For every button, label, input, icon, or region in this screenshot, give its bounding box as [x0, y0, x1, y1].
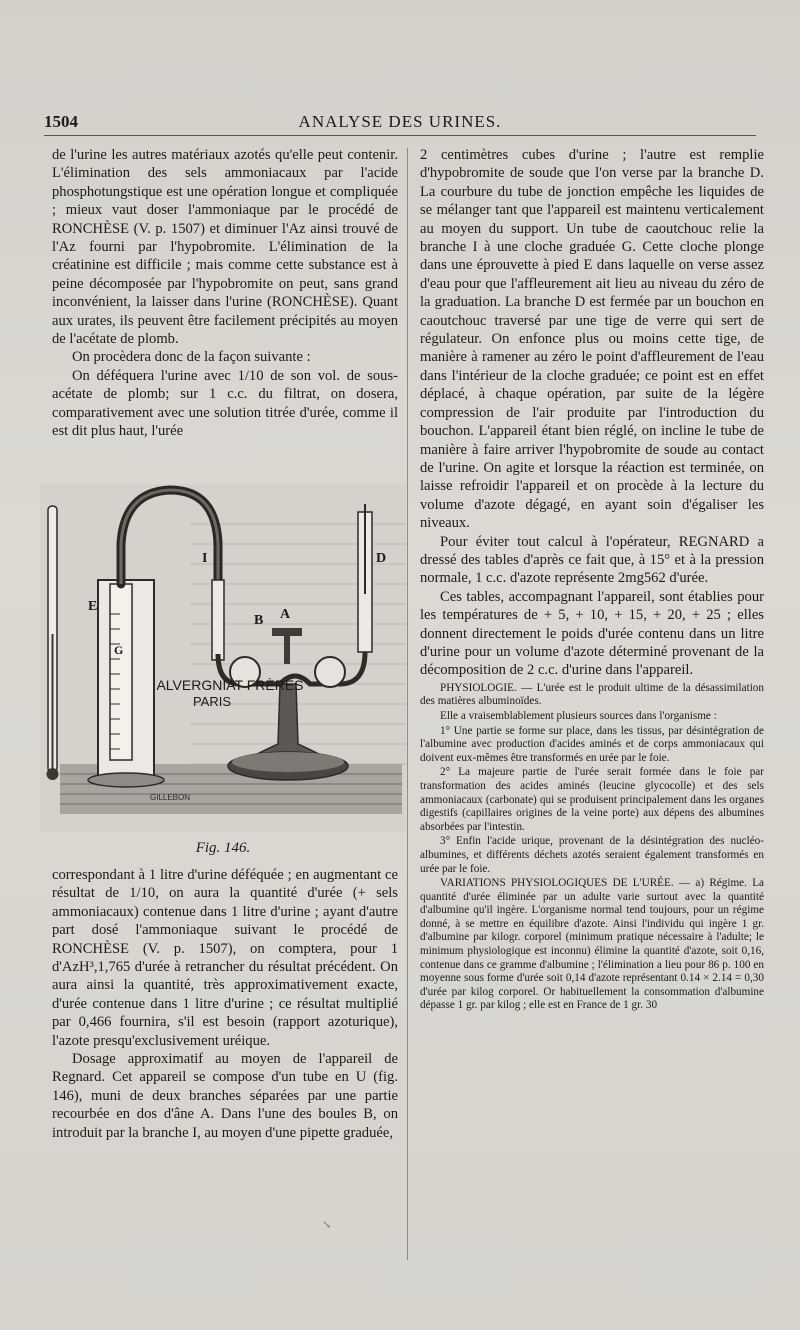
small-paragraph: 3° Enfin l'acide urique, provenant de la désintégration des nucléo-albumines, et différents déchets azotés seraient également transformés en urée par le foie. — [420, 835, 764, 875]
paragraph: On déféquera l'urine avec 1/10 de son vol. de sous-acétate de plomb; sur 1 c.c. du filtrat, on dosera, comparativement avec une solution titrée d'urée, comme il est dit plus haut, l'urée — [52, 367, 398, 440]
small-paragraph: Elle a vraisemblablement plusieurs sources dans l'organisme : — [440, 709, 717, 722]
paragraph: 2 centimètres cubes d'urine ; l'autre est remplie d'hypobromite de soude que l'on verse par la branche D. La courbure du tube de jonction empêche les liquides de se mélanger tant que l'appareil est maintenu verticalement au moyen du support. Un tube de caoutchouc relie la branche I à une cloche graduée G. Cette cloche plonge dans une éprouvette à pied E dans laquelle on verse assez d'eau pour que l'affleurement ait lieu au niveau du zéro de la graduation. La branche D est fermée par un bouchon en caoutchouc traversé par une tige de verre qui sert de régulateur. On enfonce plus ou moins cette tige, de manière à ramener au zéro le point d'affleurement de l'eau dans l'intérieur de la cloche graduée; ce point est en effet déplacé, à chaque opération, par suite de la légère compression de l'air produite par l'introduction du bouchon. L'appareil étant bien réglé, on incline le tube de manière à faire arriver l'hypobromite de soude au contact de l'urine. On agite et lorsque la réaction est terminée, on laisse refroidir l'appareil et on procède à la lecture du volume d'azote dégagé, en ayant soin d'égaliser les niveaux. — [420, 147, 764, 532]
right-column — [420, 146, 764, 1014]
left-column-top — [52, 146, 398, 441]
left-column-bottom — [52, 866, 398, 1142]
small-print-section — [420, 682, 764, 1013]
label-I: I — [202, 551, 208, 566]
paragraph: correspondant à 1 litre d'urine déféquée ; en augmentant ce résultat de 1/10, on aura la quantité d'urée (+ sels ammoniacaux) contenue dans 1 litre d'urine ; ayant d'autre part dosé l'ammoniaque suivant le procédé de RONCHÈSE (V. p. 1507), on comptera, pour 1 d'AzH³,1,765 d'urée à retrancher du résultat précédent. On aura ainsi la quantité, très approximativement exacte, d'urée contenue dans 1 litre d'urine ; ce résultat multiplié par 0,466 fournira, s'il est besoin (rapport azoturique), l'azote presqu'exclusivement uréique. — [52, 867, 398, 1049]
small-paragraph: 1° Une partie se forme sur place, dans les tissus, par désintégration de l'albumine avec production d'acides aminés et de corps ammoniacaux qui doivent eux-mêmes être transformés en urée par le foie. — [420, 724, 764, 764]
small-paragraph: PHYSIOLOGIE. — L'urée est le produit ultime de la désassimilation des matières albuminoïdes. — [420, 681, 764, 708]
small-paragraph: 2° La majeure partie de l'urée serait formée dans le foie par transformation des acides aminés (leucine glycocolle) et des sels ammoniacaux (carbonate) qui se produisent principalement dans les organes digestifs (capillaires origines de la veine porte) aux dépens des albumines absorbées par l'intestin. — [420, 766, 764, 833]
brand-line-2: PARIS — [192, 694, 232, 709]
header-rule — [44, 135, 756, 136]
brand-line-1: ALVERGNIAT FRÈRES — [156, 677, 304, 693]
column-divider — [407, 148, 408, 1260]
paragraph: Pour éviter tout calcul à l'opérateur, REGNARD a dressé des tables d'après ce fait que, à 15° et à la pression normale, 1 c.c. d'azote représente 2mg562 d'urée. — [420, 533, 764, 587]
paragraph: de l'urine les autres matériaux azotés qu'elle peut contenir. L'élimination des sels ammoniacaux par l'acide phosphotungstique est une opération longue et compliquée ; mieux vaut doser l'ammoniaque par le procédé de RONCHÈSE (V. p. 1507) et diminuer l'Az ainsi trouvé de l'Az fourni par l'hypobromite. L'élimination de la créatinine est difficile ; mais comme cette substance est à peine décomposée par l'hypobromite on peut, sans grand inconvénient, la laisser dans l'urine (RONCHÈSE). Quant aux urates, ils peuvent être facilement précipités au moyen de l'acétate de plomb. — [52, 147, 398, 348]
label-A: A — [280, 607, 291, 622]
page-number: 1504 — [44, 112, 78, 131]
figure-caption: Fig. 146. — [195, 840, 251, 856]
small-paragraph: VARIATIONS PHYSIOLOGIQUES DE L'URÉE. — a) Régime. La quantité d'urée éliminée par un adulte varie surtout avec la quantité d'albumine qu'il ingère. L'organisme normal tend toujours, pour un régime donné, à se mettre en équilibre d'azote. Ainsi l'individu qui ingère 1 gr. d'albumine par kilogr. corporel (minimum pratique nécessaire à l'adulte; le minimum physiologique est inconnu) élimine la quantité d'azote, soit 0,16, contenue dans ce gramme d'albumine ; l'élimination a lieu pour 86 p. 100 en moyenne sous forme d'urée soit 0,14 d'azote représentant 0.14 × 2.14 = 0,30 d'urée par kilog corporel. Or habituellement la consommation d'albumine dépasse 1 gr. par kilog ; elle est en France de 1 gr. 30 — [420, 877, 764, 1012]
label-G: G — [114, 643, 124, 657]
paragraph: On procèdera donc de la façon suivante : — [72, 349, 311, 366]
label-D: D — [376, 551, 387, 566]
paragraph: Dosage approximatif au moyen de l'appareil de Regnard. Cet appareil se compose d'un tube en U (fig. 146), muni de deux branches séparées par une partie recourbée en dos d'âne A. Dans l'une des boules B, on introduit par la branche I, au moyen d'une pipette graduée, — [52, 1051, 398, 1141]
label-B: B — [254, 613, 264, 628]
running-title: ANALYSE DES URINES. — [298, 112, 502, 131]
engraver-signature: GILLEBON — [150, 793, 191, 802]
apparatus-figure — [40, 484, 406, 832]
page-blemish-mark: ↘ — [322, 1218, 332, 1231]
paragraph: Ces tables, accompagnant l'appareil, sont établies pour les températures de + 5, + 10, + 15, + 20, + 25 ; elles donnent directement le poids d'urée contenu dans un litre d'urine pour un volume d'azote déterminé provenant de la décomposition de 2 c.c. d'urine dans l'appareil. — [420, 588, 764, 679]
label-E: E — [88, 599, 98, 614]
